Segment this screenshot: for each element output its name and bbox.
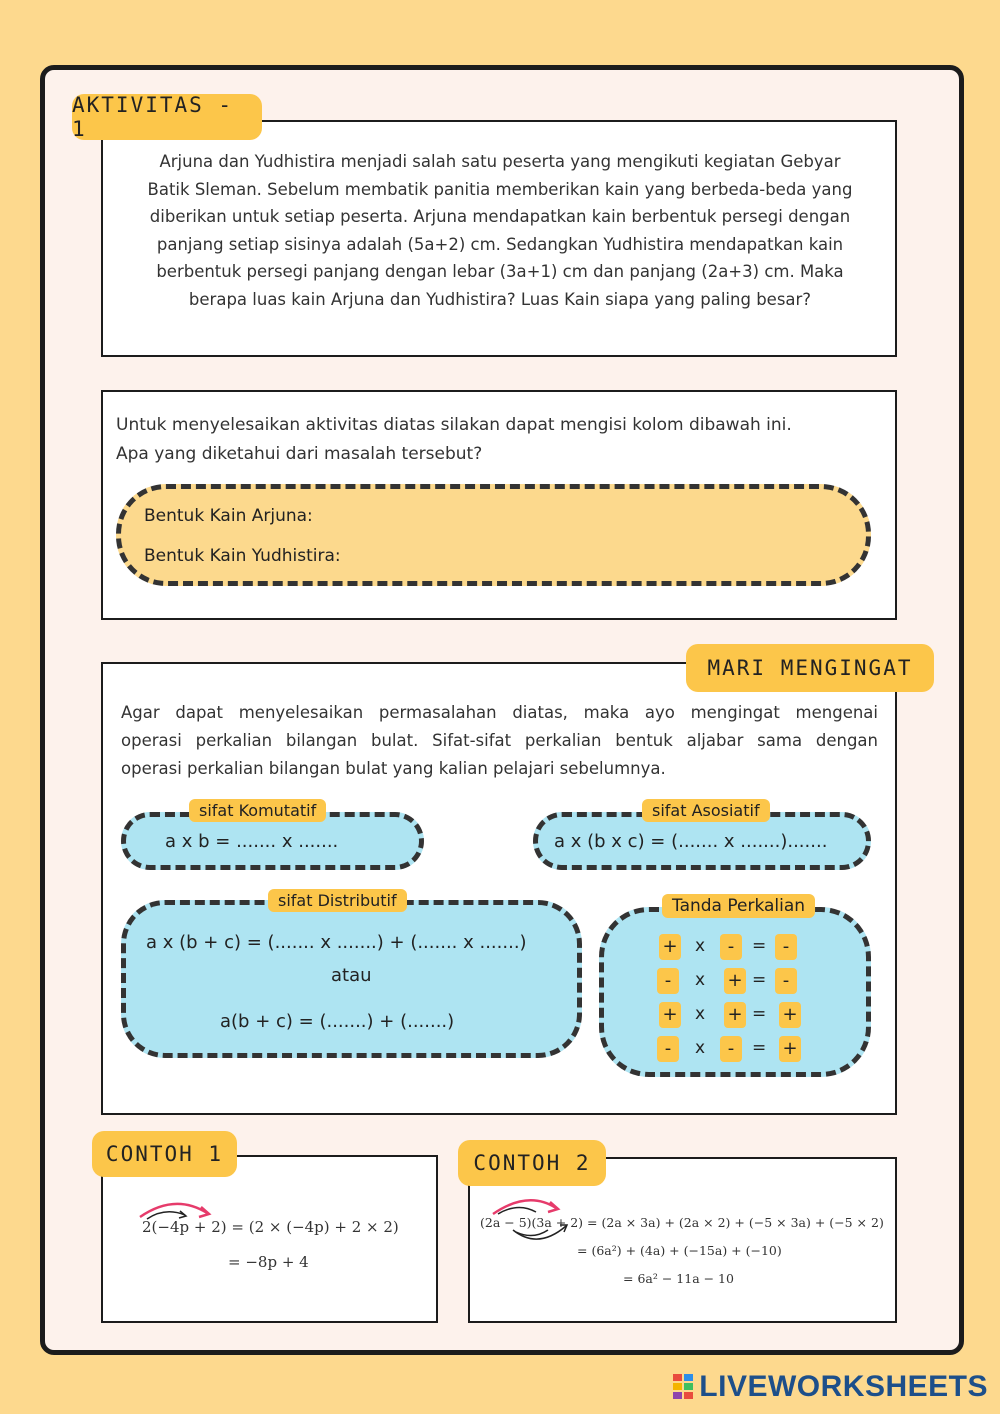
field-arjuna-label: Bentuk Kain Arjuna:	[144, 506, 313, 526]
sign-cell: +	[659, 934, 681, 960]
sign-result: -	[775, 968, 797, 994]
sign-cell: +	[659, 1002, 681, 1028]
example1-box	[101, 1155, 438, 1323]
known-instruction: Untuk menyelesaikan aktivitas diatas silakan dapat mengisi kolom dibawah ini. Apa yang diketahui dari masalah tersebut?	[116, 415, 792, 464]
known-answer-area[interactable]	[116, 484, 871, 586]
liveworksheets-logo-icon	[671, 1372, 695, 1402]
field-yudhistira-label: Bentuk Kain Yudhistira:	[144, 546, 341, 566]
example2-line3: = 6a² − 11a − 10	[623, 1271, 734, 1286]
distributive-formula-1[interactable]: a x (b + c) = (....... x .......) + (....... x .......)	[146, 932, 527, 953]
example2-tag: CONTOH 2	[458, 1140, 606, 1186]
times-symbol: x	[695, 1038, 706, 1058]
equals-symbol: =	[752, 1004, 767, 1024]
activity-tag: AKTIVITAS - 1	[72, 94, 262, 140]
sign-result: -	[775, 934, 797, 960]
recall-tag: MARI MENGINGAT	[686, 644, 934, 692]
sign-cell: +	[724, 968, 746, 994]
associative-label: sifat Asosiatif	[642, 799, 770, 822]
brand-name: LIVEWORKSHEETS	[699, 1370, 988, 1403]
distributive-label: sifat Distributif	[268, 889, 407, 912]
commutative-label: sifat Komutatif	[189, 799, 326, 822]
sign-cell: -	[720, 1036, 742, 1062]
example1-tag: CONTOH 1	[92, 1131, 237, 1177]
sign-cell: +	[724, 1002, 746, 1028]
liveworksheets-logo	[671, 1370, 988, 1404]
example1-line1: 2(−4p + 2) = (2 × (−4p) + 2 × 2)	[142, 1218, 399, 1236]
sign-result: +	[779, 1002, 801, 1028]
equals-symbol: =	[752, 970, 767, 990]
distributive-or: atau	[331, 965, 372, 986]
times-symbol: x	[695, 936, 706, 956]
times-symbol: x	[695, 970, 706, 990]
equals-symbol: =	[752, 936, 767, 956]
example2-line1: (2a − 5)(3a + 2) = (2a × 3a) + (2a × 2) + (−5 × 3a) + (−5 × 2)	[480, 1215, 884, 1230]
example1-line2: = −8p + 4	[228, 1253, 309, 1271]
commutative-formula[interactable]: a x b = ....... x .......	[165, 831, 339, 852]
sign-result: +	[779, 1036, 801, 1062]
sign-cell: -	[657, 968, 679, 994]
activity-problem-text: Arjuna dan Yudhistira menjadi salah satu peserta yang mengikuti kegiatan Gebyar Batik Sleman. Sebelum membatik panitia memberikan kain yang berbeda-beda yang diberikan untuk setiap peserta. Arjuna mendapatkan kain berbentuk persegi dengan panjang setiap sisinya adalah (5a+2) cm. Sedangkan Yudhistira mendapatkan kain berbentuk persegi panjang dengan lebar (3a+1) cm dan panjang (2a+3) cm. Maka berapa luas kain Arjuna dan Yudhistira? Luas Kain siapa yang paling besar?	[147, 152, 853, 309]
sign-cell: -	[657, 1036, 679, 1062]
associative-formula[interactable]: a x (b x c) = (....... x .......).......	[554, 831, 828, 852]
sign-rules-label: Tanda Perkalian	[662, 894, 815, 918]
sign-cell: -	[720, 934, 742, 960]
example2-line2: = (6a²) + (4a) + (−15a) + (−10)	[577, 1243, 782, 1258]
recall-intro: Agar dapat menyelesaikan permasalahan diatas, maka ayo mengingat mengenai operasi perkalian bilangan bulat. Sifat-sifat perkalian bentuk aljabar sama dengan operasi perkalian bilangan bulat yang kalian pelajari sebelumnya.	[121, 703, 878, 778]
times-symbol: x	[695, 1004, 706, 1024]
equals-symbol: =	[752, 1038, 767, 1058]
distributive-formula-2[interactable]: a(b + c) = (.......) + (.......)	[220, 1011, 455, 1032]
